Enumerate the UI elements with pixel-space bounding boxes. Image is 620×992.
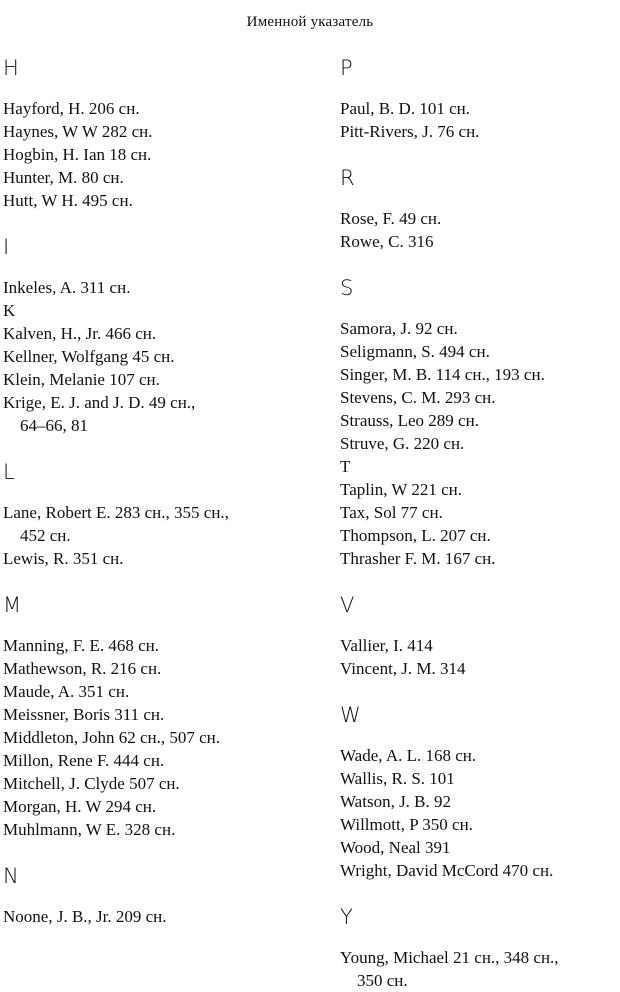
index-entry (3, 726, 318, 749)
entry-text: Willmott, P 350 сн. (340, 815, 473, 834)
entry-text: Struve, G. 220 сн. (340, 434, 465, 453)
index-entry (340, 317, 620, 340)
section-letter-heading: M (3, 593, 22, 617)
entry-text: Lewis, R. 351 сн. (3, 549, 124, 568)
index-entry (3, 905, 318, 928)
entry-text: Young, Michael 21 сн., 348 сн., (340, 948, 559, 967)
index-entry (340, 363, 620, 386)
entry-text: Mitchell, J. Clyde 507 сн. (3, 774, 180, 793)
section-letter-heading: T (340, 457, 351, 476)
index-entry (340, 409, 620, 432)
entry-text: Haynes, W W 282 сн. (3, 122, 153, 141)
entry-text: Inkeles, A. 311 сн. (3, 278, 131, 297)
index-entry (340, 120, 620, 143)
index-section-w (340, 703, 620, 882)
index-entry (3, 120, 318, 143)
index-entry (340, 501, 620, 524)
index-entry (3, 795, 318, 818)
index-entry (340, 207, 620, 230)
entry-text: Krige, E. J. and J. D. 49 сн., (3, 393, 196, 412)
entry-text: Wright, David McCord 470 сн. (340, 861, 554, 880)
entry-text: Paul, B. D. 101 сн. (340, 99, 470, 118)
entry-text: Thompson, L. 207 сн. (340, 526, 491, 545)
section-letter-heading: I (3, 235, 10, 259)
index-entry (340, 386, 620, 409)
entry-text: Hunter, M. 80 сн. (3, 168, 124, 187)
index-entry (3, 657, 318, 680)
index-entry (3, 634, 318, 657)
entry-text: Watson, J. B. 92 (340, 792, 452, 811)
entry-text: Pitt-Rivers, J. 76 сн. (340, 122, 480, 141)
index-section-k (3, 299, 318, 437)
entry-text: Hayford, H. 206 сн. (3, 99, 140, 118)
entry-text: Seligmann, S. 494 сн. (340, 342, 490, 361)
index-entry (340, 230, 620, 253)
section-letter-heading: N (3, 864, 19, 888)
index-entry (3, 345, 318, 368)
index-section-v (340, 593, 620, 680)
entry-text: Hutt, W H. 495 сн. (3, 191, 133, 210)
index-entry (3, 680, 318, 703)
index-section-n (3, 864, 318, 928)
section-letter-heading: S (340, 276, 354, 300)
index-entry (3, 97, 318, 120)
index-section-t (340, 455, 620, 570)
index-entry (340, 547, 620, 570)
index-entry (3, 391, 318, 437)
entry-text: Taplin, W 221 сн. (340, 480, 463, 499)
entry-text: Lane, Robert E. 283 сн., 355 сн., (3, 503, 229, 522)
entry-text: Meissner, Boris 311 сн. (3, 705, 165, 724)
entry-text: Hogbin, H. Ian 18 сн. (3, 145, 152, 164)
index-entry (3, 276, 318, 299)
index-entry (340, 97, 620, 120)
running-head: Именной указатель (246, 14, 374, 30)
entry-continuation: 350 сн. (357, 971, 408, 990)
index-entry (3, 749, 318, 772)
index-entry (340, 744, 620, 767)
index-entry (340, 432, 620, 455)
entry-text: Tax, Sol 77 сн. (340, 503, 443, 522)
entry-text: Maude, A. 351 сн. (3, 682, 130, 701)
section-letter-heading: R (340, 166, 355, 190)
entry-text: Kalven, H., Jr. 466 сн. (3, 324, 157, 343)
index-column-left (3, 56, 318, 928)
section-letter-heading: H (3, 56, 19, 80)
index-entry (3, 368, 318, 391)
entry-text: Samora, J. 92 сн. (340, 319, 458, 338)
entry-text: Manning, F. E. 468 сн. (3, 636, 160, 655)
entry-text: Muhlmann, W E. 328 сн. (3, 820, 176, 839)
entry-continuation: 452 сн. (20, 526, 71, 545)
entry-text: Singer, M. B. 114 сн., 193 сн. (340, 365, 545, 384)
section-letter-heading: V (340, 593, 355, 617)
index-entry (3, 818, 318, 841)
entry-text: Klein, Melanie 107 сн. (3, 370, 160, 389)
entry-continuation: 64–66, 81 (20, 416, 88, 435)
entry-text: Millon, Rene F. 444 сн. (3, 751, 165, 770)
index-entry (340, 478, 620, 501)
index-entry (340, 790, 620, 813)
entry-text: Wallis, R. S. 101 (340, 769, 455, 788)
index-entry (3, 189, 318, 212)
entry-text: Strauss, Leo 289 сн. (340, 411, 479, 430)
entry-text: Kellner, Wolfgang 45 сн. (3, 347, 175, 366)
index-entry (3, 547, 318, 570)
index-section-m (3, 593, 318, 841)
entry-text: Vincent, J. M. 314 (340, 659, 466, 678)
section-letter-heading: Y (340, 905, 353, 929)
index-section-y (340, 905, 620, 992)
entry-text: Wade, A. L. 168 сн. (340, 746, 477, 765)
index-entry (3, 501, 318, 547)
index-entry (340, 634, 620, 657)
index-section-h (3, 56, 318, 212)
entry-text: Vallier, I. 414 (340, 636, 433, 655)
index-section-p (340, 56, 620, 143)
index-section-i (3, 235, 318, 299)
index-entry (340, 340, 620, 363)
index-entry (340, 767, 620, 790)
section-letter-heading: K (3, 301, 16, 320)
entry-text: Rowe, C. 316 (340, 232, 434, 251)
index-entry (340, 524, 620, 547)
index-entry (3, 772, 318, 795)
entry-text: Stevens, C. M. 293 сн. (340, 388, 496, 407)
index-section-s (340, 276, 620, 455)
index-entry (3, 143, 318, 166)
index-entry (340, 946, 620, 992)
entry-text: Morgan, H. W 294 сн. (3, 797, 157, 816)
entry-text: Middleton, John 62 сн., 507 сн. (3, 728, 220, 747)
index-entry (3, 703, 318, 726)
index-section-l (3, 460, 318, 570)
entry-text: Wood, Neal 391 (340, 838, 451, 857)
entry-text: Thrasher F. M. 167 сн. (340, 549, 496, 568)
section-letter-heading: P (340, 56, 353, 80)
index-entry (340, 859, 620, 882)
section-letter-heading: L (3, 460, 15, 484)
section-letter-heading: W (340, 703, 361, 727)
index-entry (3, 166, 318, 189)
index-column-right (340, 56, 620, 992)
entry-text: Noone, J. B., Jr. 209 сн. (3, 907, 167, 926)
entry-text: Mathewson, R. 216 сн. (3, 659, 162, 678)
index-section-r (340, 166, 620, 253)
index-entry (340, 813, 620, 836)
index-entry (340, 836, 620, 859)
index-entry (340, 657, 620, 680)
index-entry (3, 322, 318, 345)
entry-text: Rose, F. 49 сн. (340, 209, 442, 228)
